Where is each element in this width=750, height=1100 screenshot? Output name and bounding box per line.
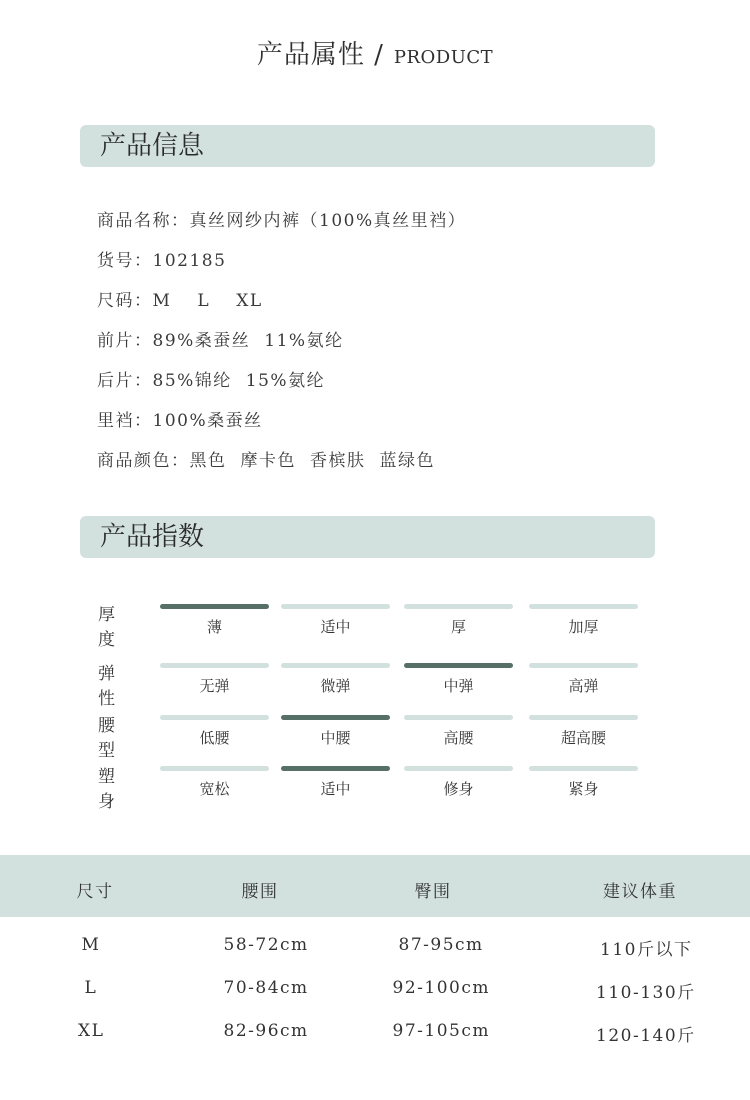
index-option-label: 厚 xyxy=(450,618,466,636)
info-row xyxy=(97,365,480,405)
index-option-label: 微弹 xyxy=(320,677,351,695)
index-bar xyxy=(529,766,638,771)
index-bar-selected xyxy=(281,766,390,771)
info-key: 货号： xyxy=(97,251,153,271)
index-option xyxy=(281,604,390,637)
index-bar-selected xyxy=(281,715,390,720)
index-option-label: 加厚 xyxy=(568,618,599,636)
section-header-product-info: 产品信息 xyxy=(80,125,655,167)
info-value-item: M xyxy=(152,291,172,311)
index-option-label: 高弹 xyxy=(568,677,599,695)
index-label: 厚度 xyxy=(98,605,117,650)
index-option xyxy=(281,766,390,799)
product-info-list xyxy=(97,205,480,485)
info-key: 后片： xyxy=(97,371,153,391)
index-option-label: 超高腰 xyxy=(560,729,606,747)
index-option-label: 适中 xyxy=(320,780,351,798)
info-value-item: 100%桑蚕丝 xyxy=(152,411,263,431)
info-key: 商品颜色： xyxy=(97,451,190,471)
index-bar xyxy=(404,604,513,609)
page-title-en: PRODUCT xyxy=(393,47,494,68)
info-row xyxy=(97,405,480,445)
info-value-item: 香槟肤 xyxy=(310,451,366,471)
info-key: 里裆： xyxy=(97,411,153,431)
index-label: 弹性 xyxy=(98,664,117,709)
index-option xyxy=(404,766,513,799)
info-value-item: L xyxy=(197,291,211,311)
index-option-label: 中弹 xyxy=(443,677,474,695)
info-value xyxy=(153,251,241,271)
info-value xyxy=(153,411,277,431)
info-value-item: 15%氨纶 xyxy=(245,371,326,391)
index-option xyxy=(529,715,638,748)
size-table-cell: XL xyxy=(78,1021,105,1041)
size-table-cell: 70-84cm xyxy=(223,978,309,998)
page-title-cn: 产品属性 / xyxy=(256,40,384,70)
index-bar xyxy=(160,766,269,771)
index-bar xyxy=(404,766,513,771)
index-option xyxy=(529,663,638,696)
index-option xyxy=(160,604,269,637)
size-table-cell: 110-130斤 xyxy=(596,983,696,1003)
index-bar xyxy=(529,715,638,720)
index-option xyxy=(160,766,269,799)
size-table-cell: L xyxy=(84,978,98,998)
index-option xyxy=(160,715,269,748)
size-table-cell: 92-100cm xyxy=(392,978,490,998)
size-table-heading: 尺寸 xyxy=(76,882,114,902)
info-value-item: 102185 xyxy=(152,251,227,271)
info-key: 前片： xyxy=(97,331,153,351)
index-label: 腰型 xyxy=(98,716,117,761)
page-title xyxy=(0,34,750,71)
index-option xyxy=(404,663,513,696)
size-table-heading: 建议体重 xyxy=(603,882,677,902)
index-option xyxy=(281,715,390,748)
size-table-cell: 120-140斤 xyxy=(596,1026,696,1046)
info-value-item: 89%桑蚕丝 xyxy=(152,331,251,351)
index-option-label: 薄 xyxy=(206,618,222,636)
info-key: 商品名称： xyxy=(97,211,190,231)
index-option-label: 无弹 xyxy=(199,677,230,695)
size-table-heading: 臀围 xyxy=(414,882,452,902)
info-value-item: 85%锦纶 xyxy=(152,371,232,391)
index-option xyxy=(404,715,513,748)
index-bar-selected xyxy=(160,604,269,609)
index-option-label: 适中 xyxy=(320,618,351,636)
size-table-heading: 腰围 xyxy=(241,882,279,902)
index-option-label: 宽松 xyxy=(199,780,230,798)
info-value-item: XL xyxy=(236,291,263,311)
index-label: 塑身 xyxy=(98,767,117,812)
size-table-cell: 110斤以下 xyxy=(600,940,693,960)
index-option xyxy=(529,604,638,637)
index-bar xyxy=(529,604,638,609)
info-value xyxy=(153,371,340,391)
info-row xyxy=(97,325,480,365)
info-value xyxy=(190,451,450,471)
index-option-label: 中腰 xyxy=(320,729,351,747)
info-row xyxy=(97,205,480,245)
info-value-item: 11%氨纶 xyxy=(264,331,344,351)
info-value xyxy=(153,291,289,311)
index-bar xyxy=(281,604,390,609)
info-value-item: 摩卡色 xyxy=(240,451,296,471)
index-bar xyxy=(529,663,638,668)
index-bar xyxy=(281,663,390,668)
size-table-cell: 82-96cm xyxy=(223,1021,309,1041)
index-option-label: 修身 xyxy=(443,780,474,798)
index-option-label: 高腰 xyxy=(443,729,474,747)
info-value-item: 黑色 xyxy=(189,451,227,471)
size-table-cell: 97-105cm xyxy=(392,1021,490,1041)
index-option xyxy=(281,663,390,696)
info-value-item: 真丝网纱内裤（100%真丝里裆） xyxy=(189,211,467,231)
info-key: 尺码： xyxy=(97,291,153,311)
index-bar xyxy=(160,715,269,720)
size-table-cell: M xyxy=(81,935,101,955)
index-option-label: 紧身 xyxy=(568,780,599,798)
info-value-item: 蓝绿色 xyxy=(379,451,435,471)
index-option-label: 低腰 xyxy=(199,729,230,747)
info-row xyxy=(97,445,480,485)
size-table-cell: 58-72cm xyxy=(223,935,309,955)
index-bar xyxy=(404,715,513,720)
info-value xyxy=(190,211,481,231)
index-option xyxy=(404,604,513,637)
info-row xyxy=(97,245,480,285)
info-row xyxy=(97,285,480,325)
size-table-cell: 87-95cm xyxy=(398,935,484,955)
info-value xyxy=(153,331,358,351)
index-option xyxy=(529,766,638,799)
index-bar xyxy=(160,663,269,668)
section-header-product-index: 产品指数 xyxy=(80,516,655,558)
index-option xyxy=(160,663,269,696)
index-bar-selected xyxy=(404,663,513,668)
